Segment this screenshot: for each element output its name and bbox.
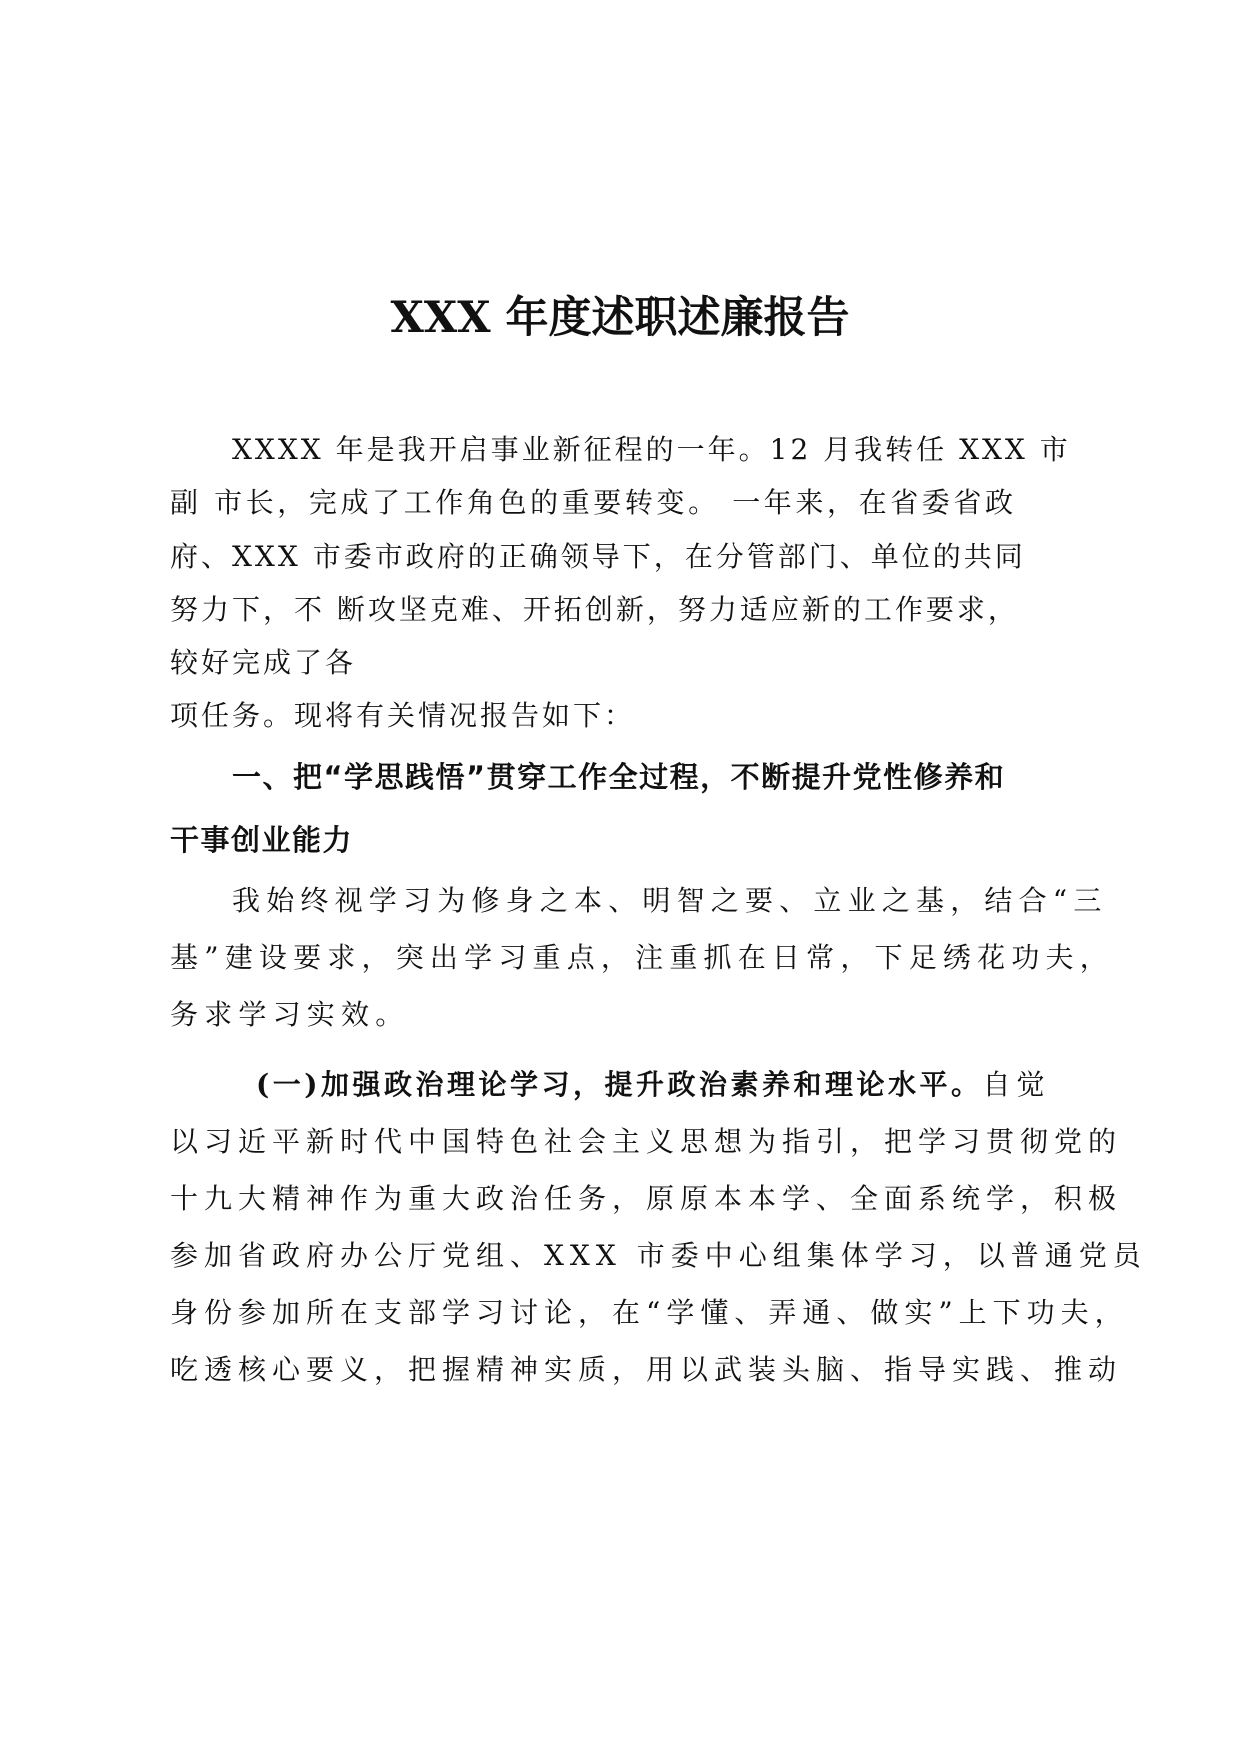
intro-line-2: 副 市长，完成了工作角色的重要转变。 一年来，在省委省政 [170,486,1017,519]
study-line-3: 务求学习实效。 [170,998,410,1031]
theory-line-2: 十九大精神作为重大政治任务，原原本本学、全面系统学，积极 [170,1182,1123,1215]
theory-line-4: 身份参加所在支部学习讨论，在“学懂、弄通、做实”上下功夫， [170,1296,1129,1329]
subheading-bold: (一)加强政治理论学习，提升政治素养和理论水平。 [256,1068,983,1101]
subheading-tail: 自觉 [982,1068,1051,1101]
intro-line-4: 努力下，不 断攻坚克难、开拓创新，努力适应新的工作要求， [170,593,1019,626]
section-heading-1-line-2: 干事创业能力 [170,823,354,857]
study-line-2: 基”建设要求，突出学习重点，注重抓在日常，下足绣花功夫， [170,941,1114,974]
document-title: XXX 年度述职述廉报告 [390,293,850,343]
intro-line-3: 府、XXX 市委市政府的正确领导下，在分管部门、单位的共同 [170,540,1026,573]
intro-line-1: XXXX 年是我开启事业新征程的一年。12 月我转任 XXX 市 [232,433,1071,466]
theory-line-3: 参加省政府办公厅党组、XXX 市委中心组集体学习，以普通党员 [170,1239,1147,1272]
section-heading-1-line-1: 一、把“学思践悟”贯穿工作全过程，不断提升党性修养和 [232,760,1006,794]
intro-line-5: 较好完成了各 [170,646,357,679]
theory-line-5: 吃透核心要义，把握精神实质，用以武装头脑、指导实践、推动 [170,1353,1123,1386]
intro-line-6: 项任务。现将有关情况报告如下： [170,699,636,732]
subheading-line [256,1065,1051,1105]
theory-line-1: 以习近平新时代中国特色社会主义思想为指引，把学习贯彻党的 [170,1125,1123,1158]
study-line-1: 我始终视学习为修身之本、明智之要、立业之基，结合“三 [232,884,1108,917]
